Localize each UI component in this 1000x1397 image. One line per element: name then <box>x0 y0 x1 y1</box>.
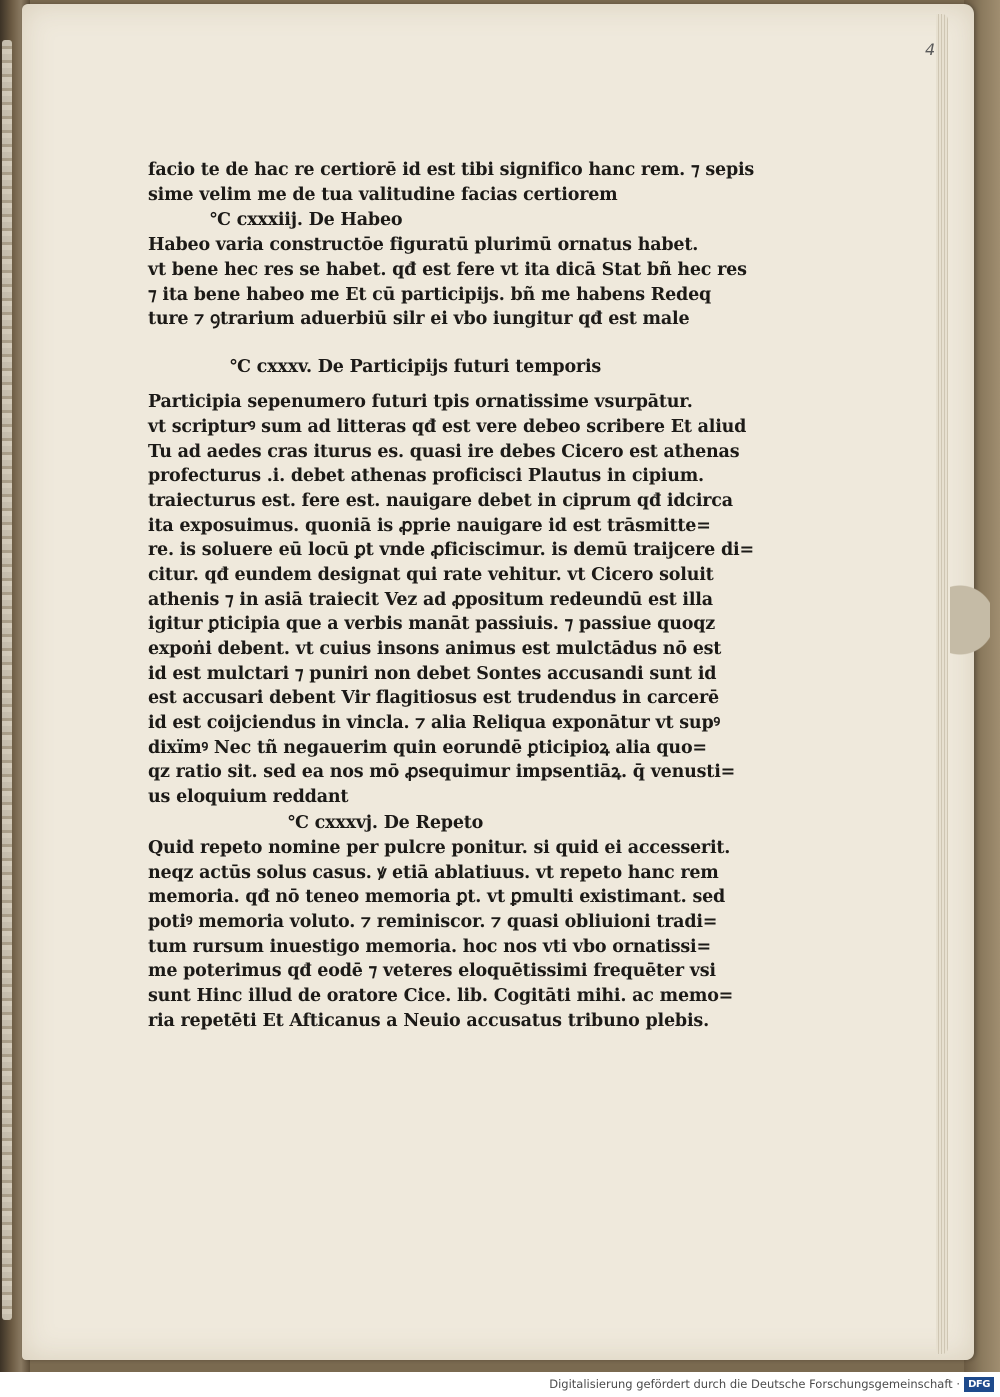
chapter-heading-participijs: ℃ cxxxv. De Participijs futuri temporis <box>230 357 602 378</box>
page-tab-shadow <box>950 560 990 680</box>
text-line: sunt Hinc illud de oratore Cice. lib. Cogitāti mihi. ac memo= <box>148 985 734 1006</box>
text-line: Participia sepenumero futuri tpis ornatissime vsurpātur. <box>148 392 693 413</box>
funding-credit: Digitalisierung gefördert durch die Deutsche Forschungsgemeinschaft · <box>549 1377 960 1391</box>
text-line: qz ratio sit. sed ea nos mō ꝓsequimur impsentiāꝝ. q̄ venusti= <box>148 762 736 783</box>
text-line: dixïmꝰ Nec tñ negauerim quin eorundē ꝑticipioꝝ alia quo= <box>148 737 707 758</box>
text-line: facio te de hac re certiorē id est tibi significo hanc rem. ⁊ sepis <box>148 160 755 180</box>
text-line: igitur ꝑticipia que a verbis manāt passiuis. ⁊ passiue quoqz <box>148 614 715 635</box>
dfg-logo: DFG <box>964 1377 994 1392</box>
text-line: memoria. qđ nō teneo memoria ꝑt. vt ꝑmulti existimant. sed <box>148 887 726 908</box>
text-line: neqz actūs solus casus. ꝟ etiā ablatiuus. vt repeto hanc rem <box>148 862 719 883</box>
text-line: me poterimus qđ eodē ⁊ veteres eloquētissimi frequēter vsi <box>148 961 716 982</box>
paragraph-participijs <box>148 390 758 810</box>
paragraph-intro <box>148 158 758 207</box>
text-line: re. is soluere eū locū ꝑt vnde ꝓficiscimur. is demū traijcere di= <box>148 540 754 561</box>
binding-spine <box>2 40 12 1320</box>
text-line: Habeo varia constructōe figuratū plurimū ornatus habet. <box>148 235 699 256</box>
text-line: expoṅi debent. vt cuius insons animus est mulctādus nō est <box>148 639 722 659</box>
text-line: ture ⁊ ꝯtrarium aduerbiū silr ei vbo iungitur qđ est male <box>148 309 690 330</box>
text-line: vt bene hec res se habet. qđ est fere vt ita dicā Stat bñ hec res <box>148 260 747 281</box>
text-line: citur. qđ eundem designat qui rate vehitur. vt Cicero soluit <box>148 564 714 585</box>
text-line: id est coijciendus in vincla. ⁊ alia Reliqua exponātur vt supꝰ <box>148 713 720 734</box>
paragraph-repeto <box>148 836 758 1034</box>
text-line: us eloquium reddant <box>148 787 349 808</box>
text-line: tum rursum inuestigo memoria. hoc nos vti vbo ornatissi= <box>148 936 711 957</box>
text-line: profecturus .i. debet athenas proficisci Plautus in cipium. <box>148 466 704 487</box>
text-line: potiꝰ memoria voluto. ⁊ reminiscor. ⁊ quasi obliuioni tradi= <box>148 911 718 932</box>
paragraph-habeo <box>148 233 758 332</box>
text-line: vt scripturꝰ sum ad litteras qđ est vere debeo scribere Et aliud <box>148 416 747 437</box>
page-edge-stack <box>936 14 948 1354</box>
text-line: id est mulctari ⁊ puniri non debet Sontes accusandi sunt id <box>148 663 717 684</box>
text-line: ria repetēti Et Afticanus a Neuio accusatus tribuno plebis. <box>148 1010 709 1031</box>
text-line: est accusari debent Vir flagitiosus est trudendus in carcerē <box>148 688 719 709</box>
text-line: Tu ad aedes cras iturus es. quasi ire debes Cicero est athenas <box>148 441 740 462</box>
chapter-heading-habeo: ℃ cxxxiij. De Habeo <box>210 210 403 231</box>
text-line: Quid repeto nomine per pulcre ponitur. si quid ei accesserit. <box>148 837 731 858</box>
text-line: traiecturus est. fere est. nauigare debet in ciprum qđ idcirca <box>148 490 733 511</box>
text-line: ⁊ ita bene habeo me Et cū participijs. bñ me habens Redeq <box>148 284 712 305</box>
chapter-heading-repeto: ℃ cxxxvj. De Repeto <box>288 812 484 833</box>
folio-mark: 4 <box>925 40 936 59</box>
footer-bar <box>0 1372 1000 1397</box>
text-line: sime velim me de tua valitudine facias certiorem <box>148 184 618 205</box>
text-line: ita exposuimus. quoniā is ꝓprie nauigare id est trāsmitte= <box>148 515 711 536</box>
text-block <box>148 158 758 1033</box>
text-line: athenis ⁊ in asiā traiecit Vez ad ꝓpositum redeundū est illa <box>148 589 713 610</box>
